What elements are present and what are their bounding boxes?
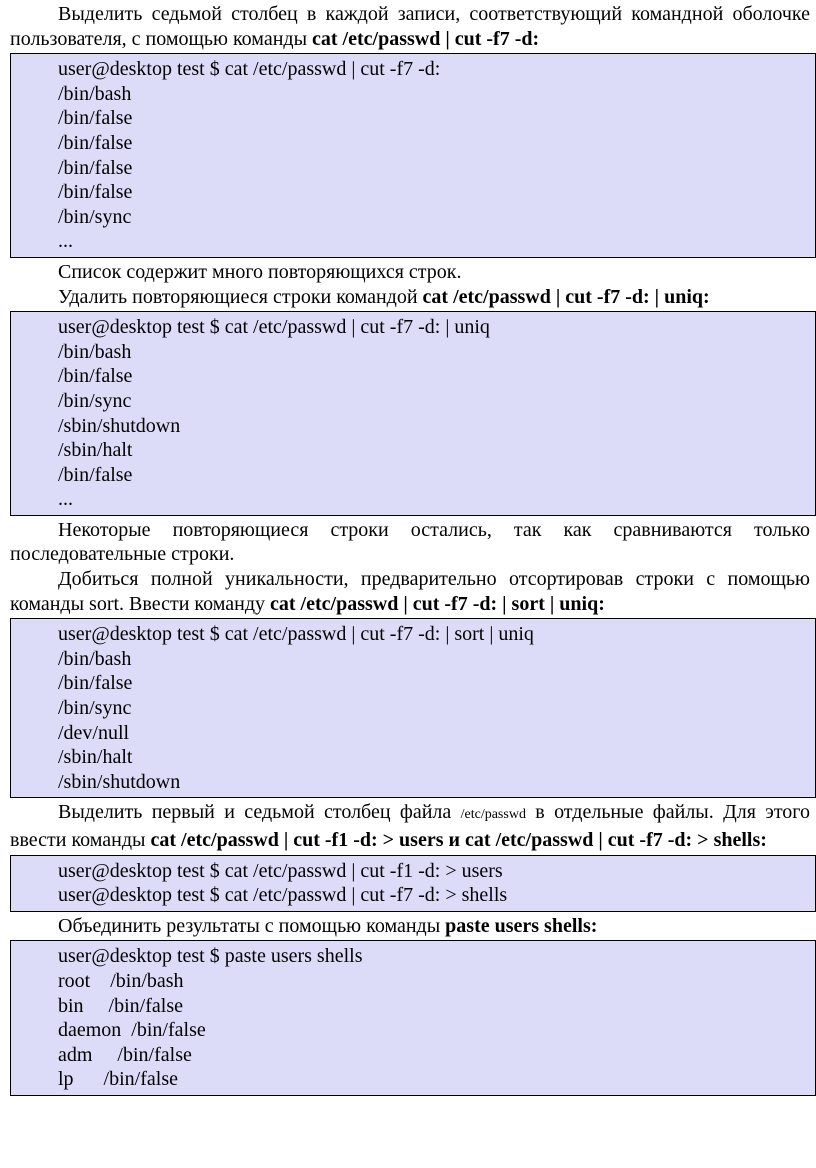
terminal-line: lp /bin/false (58, 1068, 178, 1091)
terminal-line: adm /bin/false (58, 1043, 192, 1066)
terminal-line: /bin/false (58, 107, 133, 130)
paragraph-text: Выделить седьмой столбец в каждой записи, соответствующий командной оболочке пользователя, с помощью команды (10, 3, 810, 50)
terminal-line: /bin/sync (58, 389, 132, 412)
terminal-line: /sbin/shutdown (58, 770, 181, 793)
terminal-line: /bin/bash (58, 647, 132, 670)
terminal-line: /bin/false (58, 672, 133, 695)
terminal-output-paste (10, 940, 816, 1096)
terminal-line: /bin/bash (58, 340, 132, 363)
terminal-line: ... (58, 488, 73, 511)
terminal-output-cut-f7 (10, 53, 816, 258)
terminal-output-sort-uniq (10, 618, 816, 798)
command-inline: cat /etc/passwd | cut -f7 -d: (312, 27, 540, 50)
command-inline: cat /etc/passwd | cut -f7 -d: | sort | uniq: (270, 592, 605, 615)
paragraph-text: Добиться полной уникальности, предварительно отсортировав строки с помощью команды sort. Ввести команду (10, 568, 810, 615)
paragraph-sort-uniq (0, 567, 816, 616)
document-page (0, 2, 816, 1096)
terminal-line: /bin/false (58, 181, 133, 204)
command-inline: paste users shells: (445, 914, 598, 937)
terminal-line: /bin/false (58, 156, 133, 179)
terminal-line: /bin/false (58, 131, 133, 154)
paragraph-duplicates (0, 260, 816, 285)
paragraph-text: Некоторые повторяющиеся строки остались, так как сравниваются только последовательные строки. (10, 518, 810, 566)
terminal-output-uniq (10, 311, 816, 516)
terminal-line: user@desktop test $ cat /etc/passwd | cut -f1 -d: > users (58, 859, 503, 882)
terminal-output-split (10, 855, 816, 912)
command-inline: cat /etc/passwd | cut -f1 -d: > users (150, 829, 444, 851)
terminal-line: user@desktop test $ cat /etc/passwd | cut -f7 -d: | uniq (58, 316, 490, 339)
terminal-line: /bin/bash (58, 82, 132, 105)
command-inline: cat /etc/passwd | cut -f7 -d: | uniq: (422, 285, 710, 308)
terminal-line: root /bin/bash (58, 969, 184, 992)
file-path: /etc/passwd (460, 807, 526, 823)
terminal-line: daemon /bin/false (58, 1019, 206, 1042)
paragraph-text: Объединить результаты с помощью команды (58, 914, 446, 937)
terminal-line: ... (58, 230, 73, 253)
terminal-line: /sbin/shutdown (58, 414, 181, 437)
paragraph-text: Удалить повторяющиеся строки командой (58, 285, 423, 308)
paragraph-remaining-duplicates (0, 518, 816, 567)
paragraph-text: Выделить первый и седьмой столбец файла (58, 801, 461, 824)
terminal-line: /sbin/halt (58, 439, 133, 462)
terminal-line: /bin/false (58, 365, 133, 388)
conjunction: и (443, 829, 466, 851)
terminal-line: /bin/false (58, 463, 133, 486)
command-inline: cat /etc/passwd | cut -f7 -d: > shells: (465, 829, 767, 851)
paragraph-text: в отдельные файлы. Для этого ввести команды (10, 801, 811, 851)
terminal-line: user@desktop test $ cat /etc/passwd | cut -f7 -d: (58, 58, 441, 81)
paragraph-uniq (0, 285, 816, 310)
terminal-line: /bin/sync (58, 697, 132, 720)
terminal-line: /bin/sync (58, 205, 132, 228)
terminal-line: /dev/null (58, 721, 130, 744)
paragraph-split-columns (0, 800, 816, 852)
terminal-line: user@desktop test $ paste users shells (58, 945, 363, 968)
paragraph-text: Список содержит много повторяющихся строк. (58, 260, 462, 283)
paragraph-cut-f7 (0, 2, 816, 51)
terminal-line: user@desktop test $ cat /etc/passwd | cut -f7 -d: | sort | uniq (58, 623, 534, 646)
terminal-line: user@desktop test $ cat /etc/passwd | cut -f7 -d: > shells (58, 884, 508, 907)
terminal-line: /sbin/halt (58, 746, 133, 769)
paragraph-paste (0, 914, 816, 939)
terminal-line: bin /bin/false (58, 994, 183, 1017)
